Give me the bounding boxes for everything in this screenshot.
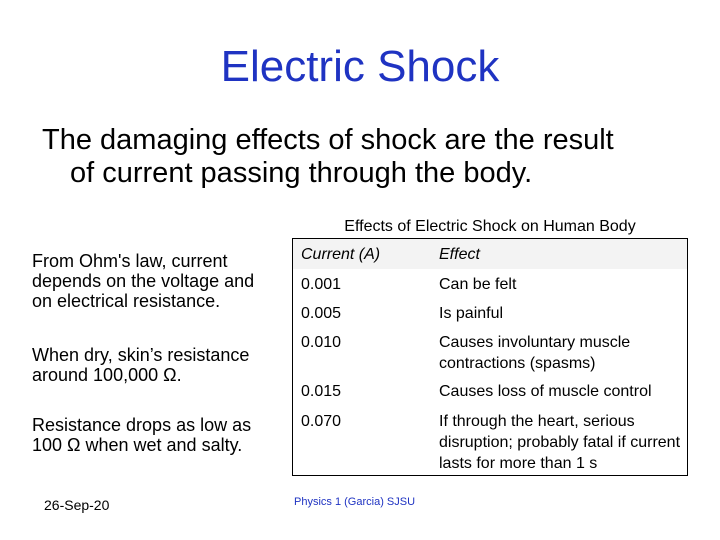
ohms-law-note-line-1: From Ohm's law, current: [32, 251, 228, 271]
table-row-5-effect: If through the heart, serious disruption; probably fatal if current lasts for more than 1 s: [439, 413, 681, 472]
intro-line-1: The damaging effects of shock are the result: [42, 124, 614, 156]
wet-skin-note-line-1: Resistance drops as low as: [32, 415, 252, 435]
table-row-1-effect: Can be felt: [439, 276, 517, 293]
table-row-5-current: 0.070: [301, 413, 342, 430]
table-row-2-effect: Is painful: [439, 305, 504, 322]
intro-line-2: of current passing through the body.: [70, 157, 533, 189]
wet-skin-note: [32, 415, 288, 455]
ohms-law-note-line-3: on electrical resistance.: [32, 291, 221, 311]
dry-skin-note: [32, 345, 288, 385]
table-row-3-effect: Causes involuntary muscle contractions (spasms): [439, 334, 631, 372]
table-row-4-effect: Causes loss of muscle control: [439, 383, 652, 400]
table-row-4-current: 0.015: [301, 383, 342, 400]
wet-skin-note-line-2: 100 Ω when wet and salty.: [32, 435, 243, 455]
dry-skin-note-line-1: When dry, skin’s resistance: [32, 345, 250, 365]
table-row-3-current: 0.010: [301, 334, 342, 351]
slide-title: Electric Shock: [220, 42, 500, 91]
ohms-law-note: [32, 251, 288, 311]
footer-credit: Physics 1 (Garcia) SJSU: [294, 496, 416, 508]
table-row-1-current: 0.001: [301, 276, 342, 293]
shock-effects-table: [292, 238, 688, 476]
current-column-header: Current (A): [301, 246, 381, 263]
table-caption: Effects of Electric Shock on Human Body: [344, 218, 636, 235]
effect-column-header: Effect: [439, 246, 480, 263]
intro-statement: [42, 124, 702, 190]
dry-skin-note-line-2: around 100,000 Ω.: [32, 365, 182, 385]
table-row-2-current: 0.005: [301, 305, 342, 322]
ohms-law-note-line-2: depends on the voltage and: [32, 271, 255, 291]
footer-date: 26-Sep-20: [44, 497, 110, 513]
